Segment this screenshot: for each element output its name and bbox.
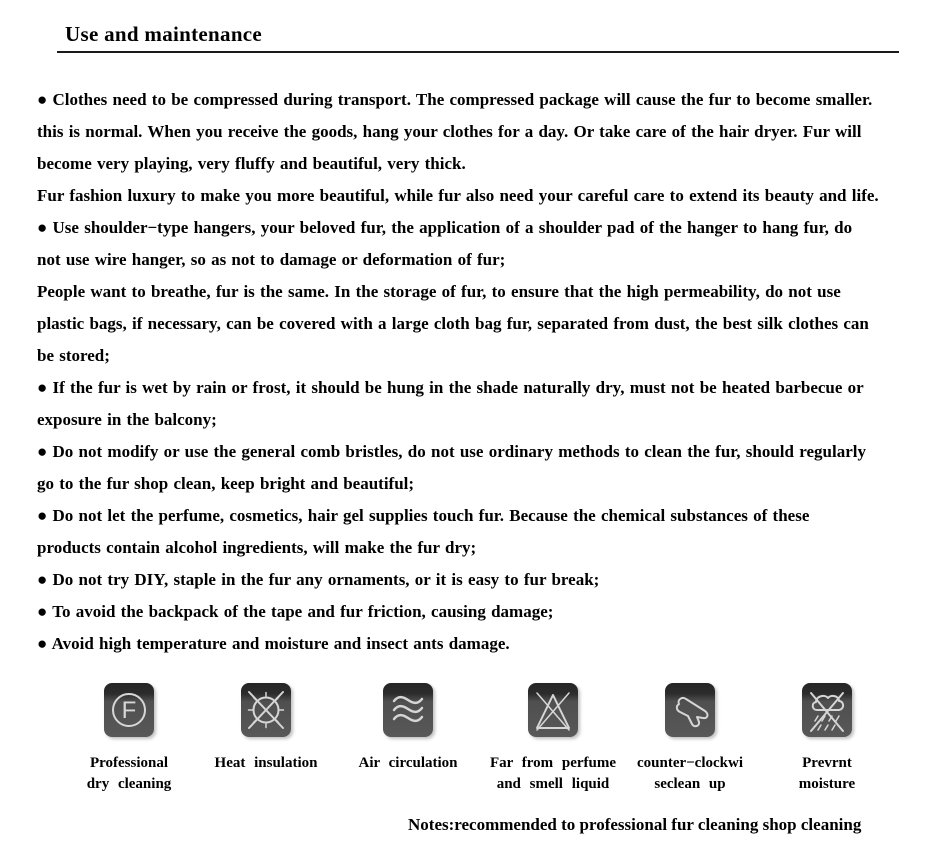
text-line: ● Clothes need to be compressed during transport. The compressed package will cause the fur to become smaller. bbox=[37, 90, 873, 109]
prevent-moisture-icon bbox=[802, 683, 852, 737]
page-title: Use and maintenance bbox=[65, 22, 263, 46]
care-symbol-label: and smell liquid bbox=[496, 776, 610, 792]
text-line: products contain alcohol ingredients, will make the fur dry; bbox=[37, 538, 477, 557]
care-symbols-row bbox=[0, 683, 950, 798]
text-line: this is normal. When you receive the goods, hang your clothes for a day. Or take care of the hair dryer. Fur will bbox=[37, 122, 862, 141]
title-underline bbox=[57, 51, 899, 53]
care-symbol-label: Prevrnt bbox=[802, 755, 852, 771]
text-line: ● If the fur is wet by rain or frost, it should be hung in the shade naturally dry, must not be heated barbecue or bbox=[37, 378, 864, 397]
text-line: Fur fashion luxury to make you more beautiful, while fur also need your careful care to extend its beauty and life. bbox=[37, 186, 879, 205]
care-symbol-label: Professional bbox=[89, 755, 169, 771]
care-symbol-label: Far from perfume bbox=[489, 755, 617, 771]
text-line: People want to breathe, fur is the same. In the storage of fur, to ensure that the high permeability, do not use bbox=[37, 282, 841, 301]
care-symbol-label: moisture bbox=[798, 776, 856, 792]
text-line: ● Do not modify or use the general comb bristles, do not use ordinary methods to clean the fur, should regularly bbox=[37, 442, 866, 461]
care-symbol-label: counter−clockwi bbox=[636, 755, 744, 771]
care-symbol-prevent-moisture bbox=[737, 683, 917, 795]
text-line: exposure in the balcony; bbox=[37, 410, 217, 429]
air-circulation-icon bbox=[383, 683, 433, 737]
text-line: ● Avoid high temperature and moisture and insect ants damage. bbox=[37, 634, 510, 653]
svg-text:F: F bbox=[121, 697, 137, 724]
care-symbol-label: Air circulation bbox=[358, 755, 458, 771]
text-line: not use wire hanger, so as not to damage or deformation of fur; bbox=[37, 250, 506, 269]
heat-insulation-icon bbox=[241, 683, 291, 737]
text-line: ● Do not try DIY, staple in the fur any ornaments, or it is easy to fur break; bbox=[37, 570, 600, 589]
far-from-perfume-icon bbox=[528, 683, 578, 737]
text-line: ● To avoid the backpack of the tape and fur friction, causing damage; bbox=[37, 602, 554, 621]
text-line: go to the fur shop clean, keep bright and beautiful; bbox=[37, 474, 415, 493]
text-line: become very playing, very fluffy and beautiful, very thick. bbox=[37, 154, 466, 173]
professional-dry-cleaning-icon bbox=[104, 683, 154, 737]
text-line: be stored; bbox=[37, 346, 110, 365]
text-line: ● Do not let the perfume, cosmetics, hair gel supplies touch fur. Because the chemical substances of these bbox=[37, 506, 810, 525]
body-text bbox=[37, 84, 922, 660]
care-symbol-label: seclean up bbox=[654, 776, 726, 792]
notes-text: Notes:recommended to professional fur cleaning shop cleaning bbox=[408, 815, 862, 834]
counter-clockwise-clean-icon bbox=[665, 683, 715, 737]
care-symbol-label: Heat insulation bbox=[214, 755, 318, 771]
text-line: plastic bags, if necessary, can be covered with a large cloth bag fur, separated from dust, the best silk clothes can bbox=[37, 314, 869, 333]
text-line: ● Use shoulder−type hangers, your beloved fur, the application of a shoulder pad of the hanger to hang fur, do bbox=[37, 218, 853, 237]
care-symbol-label: dry cleaning bbox=[86, 776, 172, 792]
